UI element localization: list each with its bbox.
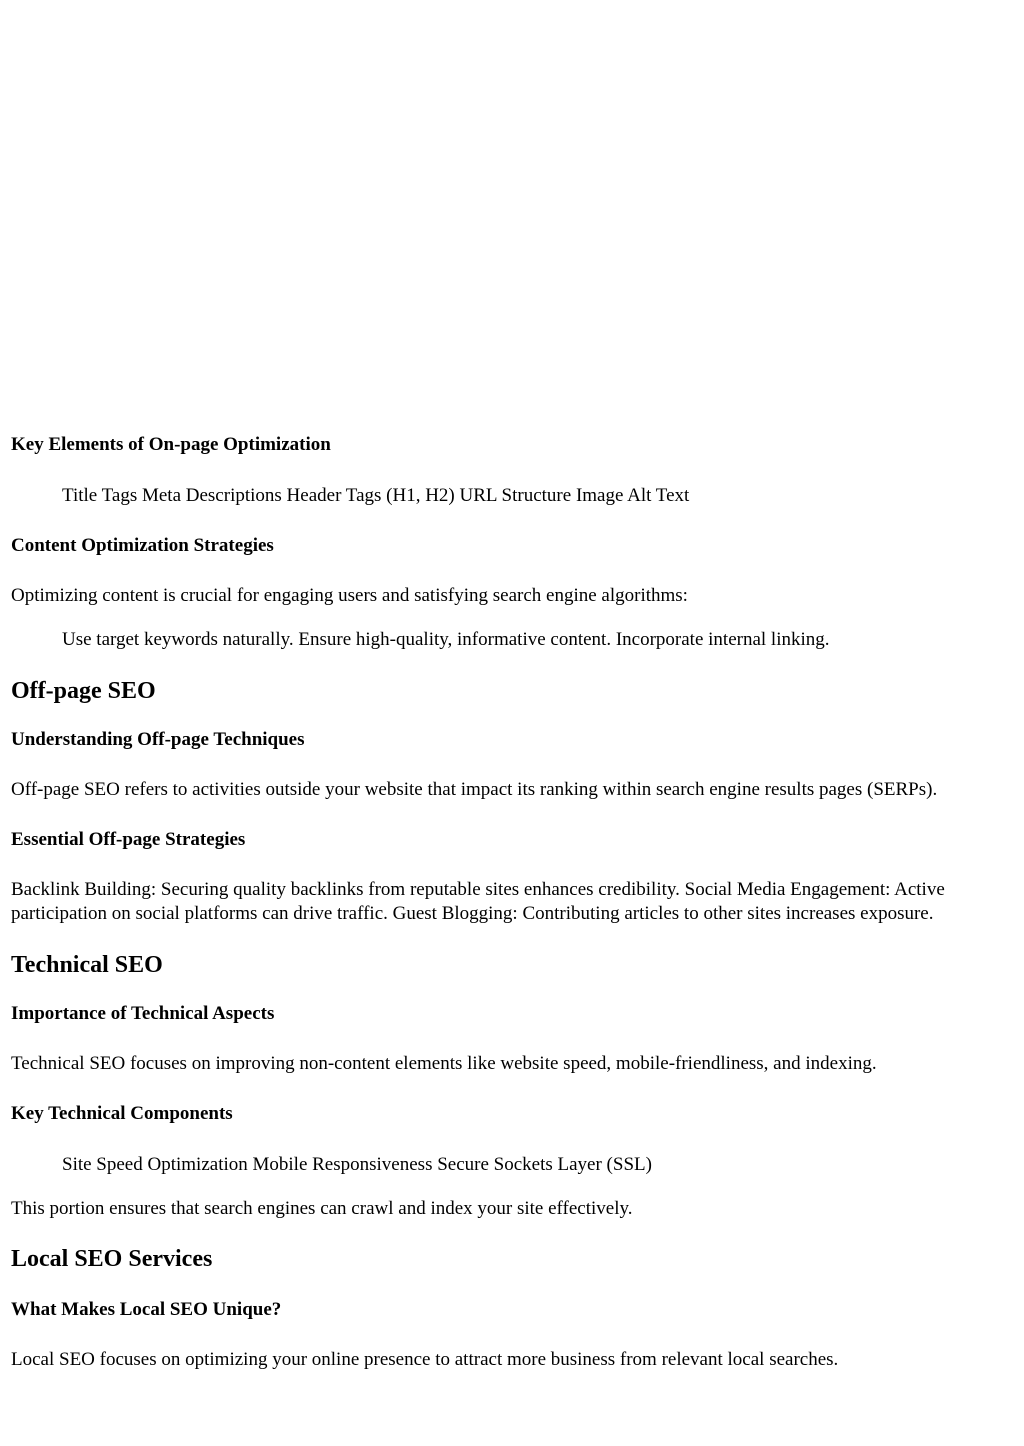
technical-seo-title: Technical SEO: [11, 952, 163, 978]
technical-components-heading: Key Technical Components: [11, 1103, 233, 1124]
local-seo-title: Local SEO Services: [11, 1246, 213, 1272]
blank-area: [11, 0, 1001, 433]
key-elements-heading: Key Elements of On-page Optimization: [11, 434, 331, 455]
offpage-seo-title: Off-page SEO: [11, 678, 156, 704]
offpage-strategies-text: Backlink Building: Securing quality backlinks from reputable sites enhances credibility. Social Media Engagement: Active participation on social platforms can drive traffic. Guest Blogging: Contributing articles to other sites increases exposure.: [11, 879, 945, 924]
offpage-understanding-heading: Understanding Off-page Techniques: [11, 729, 305, 750]
local-unique-text: Local SEO focuses on optimizing your online presence to attract more business from relevant local searches.: [11, 1349, 839, 1370]
offpage-understanding-text: Off-page SEO refers to activities outside your website that impact its ranking within search engine results pages (SERPs).: [11, 779, 938, 800]
content-optimization-intro: Optimizing content is crucial for engaging users and satisfying search engine algorithms:: [11, 585, 688, 606]
local-unique-heading: What Makes Local SEO Unique?: [11, 1299, 282, 1320]
key-elements-list: Title Tags Meta Descriptions Header Tags (H1, H2) URL Structure Image Alt Text: [62, 485, 690, 506]
technical-importance-heading: Importance of Technical Aspects: [11, 1003, 275, 1024]
technical-components-list: Site Speed Optimization Mobile Responsiveness Secure Sockets Layer (SSL): [62, 1154, 652, 1175]
technical-importance-text: Technical SEO focuses on improving non-content elements like website speed, mobile-friendliness, and indexing.: [11, 1053, 877, 1074]
content-optimization-heading: Content Optimization Strategies: [11, 535, 274, 556]
content-optimization-list: Use target keywords naturally. Ensure high-quality, informative content. Incorporate internal linking.: [62, 629, 830, 650]
offpage-strategies-heading: Essential Off-page Strategies: [11, 829, 246, 850]
document-page: [11, 0, 1001, 1372]
technical-components-note: This portion ensures that search engines can crawl and index your site effectively.: [11, 1198, 633, 1219]
